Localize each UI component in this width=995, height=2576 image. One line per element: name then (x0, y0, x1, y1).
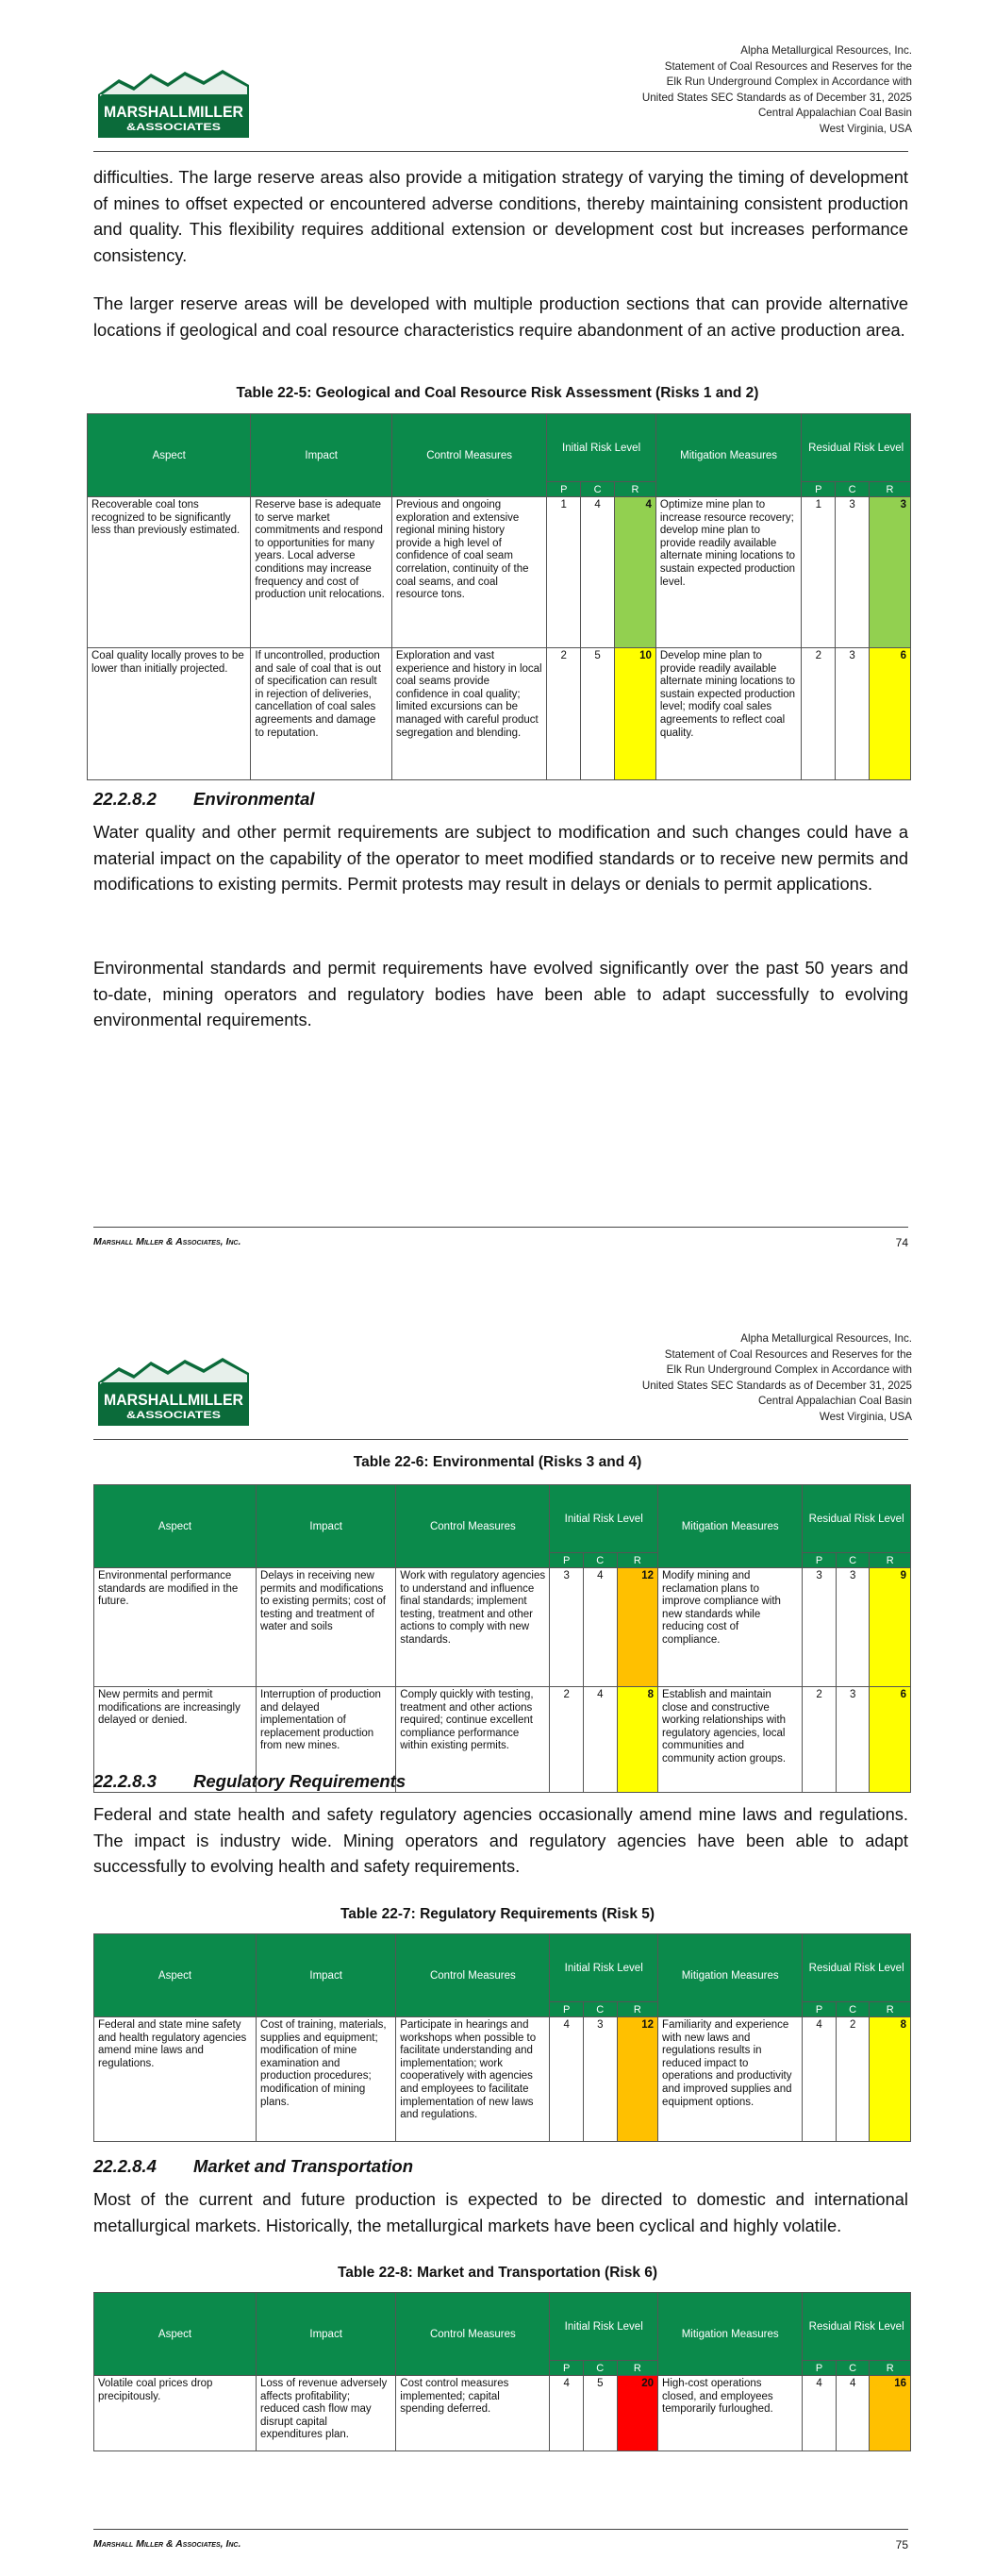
header-initial-risk: Initial Risk Level (550, 1934, 658, 2002)
section-heading (93, 1771, 406, 1792)
header-residual-risk: Residual Risk Level (802, 414, 911, 482)
cell-control: Previous and ongoing exploration and extensive regional mining history provide a high level of confidence of coal seam correlation, continuity of the coal seams, and coal resource tons. (391, 497, 546, 648)
header-line: Elk Run Underground Complex in Accordance with (666, 75, 912, 89)
header-line: Alpha Metallurgical Resources, Inc. (740, 1332, 912, 1345)
footer-company: Marshall Miller & Associates, Inc. (93, 2538, 241, 2550)
page-number: 74 (895, 1236, 908, 1249)
header-p: P (550, 1553, 584, 1568)
cell-initial-r: 10 (615, 648, 656, 780)
table-caption: Table 22-8: Market and Transportation (Risk 6) (337, 2265, 658, 2281)
cell-initial-c: 4 (583, 1568, 617, 1687)
cell-aspect: New permits and permit modifications are increasingly delayed or denied. (94, 1687, 257, 1793)
cell-impact: Cost of training, materials, supplies and equipment; modification of mine examination and production procedures; modification of mining plans. (257, 2017, 396, 2142)
paragraph: difficulties. The large reserve areas also provide a mitigation strategy of varying the timing of development of mines to offset expected or encountered adverse conditions, thereby maintaining consistent production and quality. This flexibility requires additional extension or development cost but increases performance consistency. (93, 167, 908, 265)
cell-aspect: Environmental performance standards are modified in the future. (94, 1568, 257, 1687)
cell-initial-r: 12 (617, 2017, 657, 2142)
header-r: R (617, 2002, 657, 2017)
logo-text-bottom: &ASSOCIATES (126, 1410, 221, 1421)
header-initial-risk: Initial Risk Level (550, 2293, 658, 2361)
cell-residual-p: 3 (803, 1568, 837, 1687)
cell-residual-p: 2 (803, 1687, 837, 1793)
cell-impact: Loss of revenue adversely affects profitability; reduced cash flow may disrupt capital expenditures plan. (257, 2376, 396, 2451)
header-line: Statement of Coal Resources and Reserves for the (664, 1347, 912, 1361)
header-line: Central Appalachian Coal Basin (757, 107, 912, 120)
header-mitigation-measures: Mitigation Measures (658, 1934, 803, 2017)
cell-initial-p: 2 (547, 648, 581, 780)
header-aspect: Aspect (94, 1485, 257, 1568)
cell-mitigation: Familiarity and experience with new laws and regulations results in reduced impact to operations and productivity and improved supplies and equipment options. (658, 2017, 803, 2142)
header-line: Elk Run Underground Complex in Accordance with (666, 1363, 912, 1377)
header-p: P (550, 2361, 584, 2376)
cell-mitigation: Develop mine plan to provide readily available alternate mining locations to sustain expected production level; modify coal sales agreements to reflect coal quality. (655, 648, 801, 780)
header-residual-risk: Residual Risk Level (803, 2293, 911, 2361)
logo-text-bottom: &ASSOCIATES (126, 122, 221, 133)
header-c: C (583, 2002, 617, 2017)
cell-initial-r: 20 (617, 2376, 657, 2451)
header-r: R (617, 2361, 657, 2376)
risk-table-22-5 (87, 413, 911, 780)
header-residual-risk: Residual Risk Level (803, 1934, 911, 2002)
table-row (94, 1568, 911, 1687)
section-title: Environmental (193, 789, 315, 809)
cell-residual-c: 3 (836, 1687, 870, 1793)
footer-rule (93, 1227, 908, 1228)
header-initial-risk: Initial Risk Level (547, 414, 656, 482)
header-r: R (615, 482, 656, 497)
header-control-measures: Control Measures (396, 1485, 550, 1568)
header-c: C (581, 482, 615, 497)
header-control-measures: Control Measures (391, 414, 546, 497)
cell-aspect: Coal quality locally proves to be lower than initially projected. (88, 648, 251, 780)
header-mitigation-measures: Mitigation Measures (658, 1485, 803, 1568)
cell-residual-p: 2 (802, 648, 836, 780)
logo-text-top: MARSHALLMILLER (104, 1392, 244, 1409)
cell-impact: If uncontrolled, production and sale of coal that is out of specification can result in rejection of deliveries, cancellation of coal sales agreements and damage to reputation. (251, 648, 391, 780)
header-mitigation-measures: Mitigation Measures (655, 414, 801, 497)
cell-residual-c: 3 (836, 1568, 870, 1687)
header-line: United States SEC Standards as of December 31, 2025 (641, 1379, 912, 1392)
header-p: P (803, 1553, 837, 1568)
table-row (94, 2017, 911, 2142)
header-impact: Impact (257, 2293, 396, 2376)
cell-impact: Reserve base is adequate to serve market commitments and respond to opportunities for many years. Local adverse conditions may increase frequency and cost of production unit relocations. (251, 497, 391, 648)
cell-mitigation: High-cost operations closed, and employees temporarily furloughed. (658, 2376, 803, 2451)
table-row (88, 648, 911, 780)
header-r: R (617, 1553, 657, 1568)
marshall-miller-logo (98, 1354, 249, 1426)
cell-residual-c: 2 (836, 2017, 870, 2142)
section-number: 22.2.8.4 (93, 2156, 157, 2176)
paragraph: The larger reserve areas will be developed with multiple production sections that can provide alternative locations if geological and coal resource characteristics require abandonment of an active production area. (93, 293, 908, 340)
table-caption: Table 22-6: Environmental (Risks 3 and 4) (353, 1454, 642, 1470)
cell-residual-p: 4 (803, 2376, 837, 2451)
header-c: C (583, 1553, 617, 1568)
cell-initial-r: 4 (615, 497, 656, 648)
table-row (88, 497, 911, 648)
cell-mitigation: Optimize mine plan to increase resource recovery; develop mine plan to provide readily available alternate mining locations to sustain expected production level. (655, 497, 801, 648)
section-heading (93, 2156, 413, 2177)
risk-table-22-8 (93, 2292, 911, 2451)
header-aspect: Aspect (94, 1934, 257, 2017)
cell-initial-p: 2 (550, 1687, 584, 1793)
section-title: Market and Transportation (193, 2156, 414, 2176)
header-initial-risk: Initial Risk Level (550, 1485, 658, 1553)
cell-initial-c: 5 (581, 648, 615, 780)
risk-table-22-6 (93, 1484, 911, 1793)
cell-control: Cost control measures implemented; capital spending deferred. (396, 2376, 550, 2451)
header-line: West Virginia, USA (819, 1410, 912, 1423)
footer-company: Marshall Miller & Associates, Inc. (93, 1236, 241, 1247)
table-caption: Table 22-5: Geological and Coal Resource Risk Assessment (Risks 1 and 2) (236, 385, 759, 401)
section-title: Regulatory Requirements (193, 1771, 406, 1791)
header-mitigation-measures: Mitigation Measures (658, 2293, 803, 2376)
cell-initial-c: 4 (581, 497, 615, 648)
header-impact: Impact (257, 1485, 396, 1568)
cell-residual-c: 4 (836, 2376, 870, 2451)
cell-aspect: Volatile coal prices drop precipitously. (94, 2376, 257, 2451)
header-line: Alpha Metallurgical Resources, Inc. (740, 44, 912, 57)
section-number: 22.2.8.2 (93, 789, 157, 809)
header-p: P (547, 482, 581, 497)
cell-residual-r: 9 (870, 1568, 911, 1687)
cell-initial-r: 12 (617, 1568, 657, 1687)
section-number: 22.2.8.3 (93, 1771, 157, 1791)
paragraph: Federal and state health and safety regulatory agencies occasionally amend mine laws and regulations. The impact is industry wide. Mining operators and regulatory agencies have been able to adapt successfully to evolving health and safety requirements. (93, 1804, 908, 1876)
header-c: C (583, 2361, 617, 2376)
cell-control: Comply quickly with testing, treatment and other actions required; continue excellent compliance performance within existing permits. (396, 1687, 550, 1793)
risk-table-22-7 (93, 1933, 911, 2142)
header-impact: Impact (251, 414, 391, 497)
cell-initial-r: 8 (617, 1687, 657, 1793)
section-heading (93, 789, 315, 810)
paragraph: Most of the current and future production is expected to be directed to domestic and international metallurgical markets. Historically, the metallurgical markets have been cyclical and highly volatile. (93, 2189, 908, 2235)
cell-residual-r: 3 (870, 497, 911, 648)
header-line: Central Appalachian Coal Basin (757, 1395, 912, 1408)
cell-initial-p: 3 (550, 1568, 584, 1687)
header-line: West Virginia, USA (819, 122, 912, 135)
table-row (94, 2376, 911, 2451)
cell-mitigation: Modify mining and reclamation plans to improve compliance with new standards while reducing cost of compliance. (658, 1568, 803, 1687)
cell-initial-c: 4 (583, 1687, 617, 1793)
cell-residual-r: 6 (870, 1687, 911, 1793)
header-c: C (836, 2002, 870, 2017)
header-company-block (642, 43, 912, 138)
header-control-measures: Control Measures (396, 2293, 550, 2376)
paragraph: Water quality and other permit requirements are subject to modification and such changes could have a material impact on the capability of the operator to meet modified standards or to receive new permits and modifications to existing permits. Permit protests may result in delays or denials to permit applications. (93, 822, 908, 894)
header-line: United States SEC Standards as of December 31, 2025 (641, 91, 912, 104)
cell-residual-c: 3 (836, 497, 870, 648)
cell-control: Exploration and vast experience and history in local coal seams provide confidence in coal quality; limited excursions can be managed with careful product segregation and blending. (391, 648, 546, 780)
cell-control: Work with regulatory agencies to understand and influence final standards; implement testing, treatment and other actions to comply with new standards. (396, 1568, 550, 1687)
cell-control: Participate in hearings and workshops when possible to facilitate understanding and implementation; work cooperatively with agencies and employees to facilitate implementation of new laws and regulations. (396, 2017, 550, 2142)
header-c: C (836, 1553, 870, 1568)
logo-text-top: MARSHALLMILLER (104, 104, 244, 121)
cell-impact: Delays in receiving new permits and modifications to existing permits; cost of testing and treatment of water and soils (257, 1568, 396, 1687)
cell-aspect: Recoverable coal tons recognized to be significantly less than previously estimated. (88, 497, 251, 648)
footer-rule (93, 2529, 908, 2530)
cell-residual-r: 16 (870, 2376, 911, 2451)
cell-initial-c: 3 (583, 2017, 617, 2142)
cell-initial-c: 5 (583, 2376, 617, 2451)
cell-residual-p: 1 (802, 497, 836, 648)
cell-initial-p: 1 (547, 497, 581, 648)
cell-residual-r: 6 (870, 648, 911, 780)
header-r: R (870, 2361, 911, 2376)
cell-residual-r: 8 (870, 2017, 911, 2142)
header-p: P (803, 2002, 837, 2017)
header-p: P (550, 2002, 584, 2017)
cell-initial-p: 4 (550, 2376, 584, 2451)
cell-residual-p: 4 (803, 2017, 837, 2142)
header-line: Statement of Coal Resources and Reserves for the (664, 59, 912, 73)
cell-impact: Interruption of production and delayed implementation of replacement production from new mines. (257, 1687, 396, 1793)
paragraph: Environmental standards and permit requirements have evolved significantly over the past 50 years and to-date, mining operators and regulatory bodies have been able to adapt successfully to evolving environmental requirements. (93, 958, 908, 1029)
header-aspect: Aspect (94, 2293, 257, 2376)
header-aspect: Aspect (88, 414, 251, 497)
header-r: R (870, 2002, 911, 2017)
header-r: R (870, 1553, 911, 1568)
header-company-block (642, 1331, 912, 1426)
cell-residual-c: 3 (836, 648, 870, 780)
marshall-miller-logo (98, 66, 249, 138)
table-caption: Table 22-7: Regulatory Requirements (Risk 5) (340, 1906, 655, 1922)
cell-initial-p: 4 (550, 2017, 584, 2142)
cell-mitigation: Establish and maintain close and constructive working relationships with regulatory agencies, local communities and community action groups. (658, 1687, 803, 1793)
header-rule (93, 1439, 908, 1440)
page-number: 75 (895, 2538, 908, 2551)
header-c: C (836, 2361, 870, 2376)
header-control-measures: Control Measures (396, 1934, 550, 2017)
page-75 (0, 1288, 995, 2576)
header-p: P (803, 2361, 837, 2376)
cell-aspect: Federal and state mine safety and health regulatory agencies amend mine laws and regulations. (94, 2017, 257, 2142)
header-p: P (802, 482, 836, 497)
header-r: R (870, 482, 911, 497)
header-residual-risk: Residual Risk Level (803, 1485, 911, 1553)
header-c: C (836, 482, 870, 497)
header-impact: Impact (257, 1934, 396, 2017)
header-rule (93, 151, 908, 152)
